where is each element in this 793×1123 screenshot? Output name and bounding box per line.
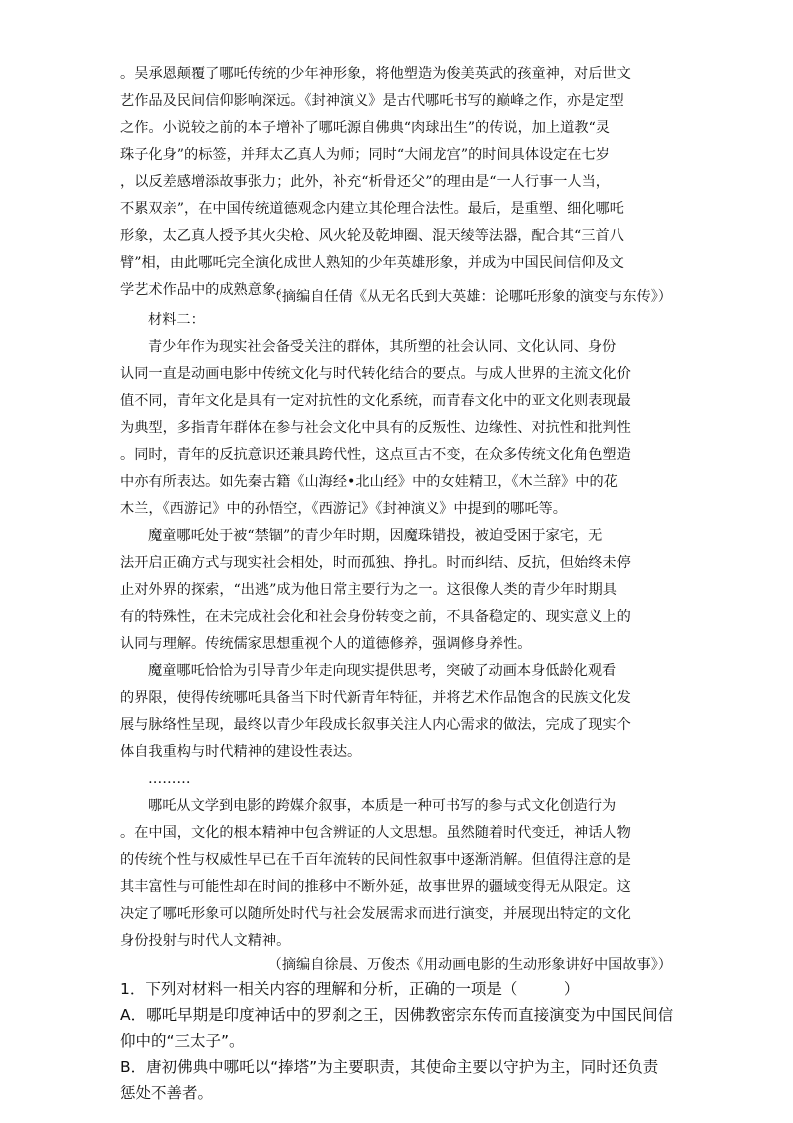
text-line: 的传统个性与权威性早已在千百年流转的民间性叙事中逐渐消解。但值得注意的是 — [120, 852, 631, 868]
text-line: 魔童哪吒处于被“禁锢”的青少年时期，因魔珠错投，被迫受困于家宅，无 — [148, 528, 603, 544]
text-line: 为典型，多指青年群体在参与社会文化中具有的反叛性、边缘性、对抗性和批判性 — [120, 420, 631, 436]
source-citation: （摘编自徐晨、万俊杰《用动画电影的生动形象讲好中国故事》） — [267, 957, 672, 973]
text-line: 展与脉络性呈现，最终以青少年段成长叙事关注人内心需求的做法，完成了现实个 — [120, 717, 631, 733]
option-line: B．唐初佛典中哪吒以“捧塔”为主要职责，其使命主要以守护为主，同时还负责 — [120, 1058, 659, 1076]
text-line: 值不同，青年文化是具有一定对抗性的文化系统，而青春文化中的亚文化则表现最 — [120, 393, 631, 409]
text-line: 不累双亲”，在中国传统道德观念内建立其伦理合法性。最后，是重塑、细化哪吒 — [120, 201, 624, 217]
text-line: ，以反差感增添故事张力；此外，补充“析骨还父”的理由是“一人行事一人当， — [120, 174, 610, 190]
source-citation: （摘编自任倩《从无名氏到大英雄：论哪吒形象的演变与东传》） — [267, 289, 672, 305]
text-line: 其丰富性与可能性却在时间的推移中不断外延，故事世界的疆域变得无从限定。这 — [120, 879, 631, 895]
ellipsis: ……… — [148, 771, 191, 787]
text-line: 珠子化身”的标签，并拜太乙真人为师；同时“大闹龙宫”的时间具体设定在七岁 — [120, 147, 610, 163]
option-line: 仰中的“三太子”。 — [120, 1032, 245, 1050]
text-line: 法开启正确方式与现实社会相处，时而孤独、挣扎。时而纠结、反抗，但始终未停 — [120, 555, 631, 571]
text-line: 学艺术作品中的成熟意象。 — [120, 282, 291, 298]
text-line: 哪吒从文学到电影的跨媒介叙事，本质是一种可书写的参与式文化创造行为 — [148, 798, 617, 814]
text-line: 认同与理解。传统儒家思想重视个人的道德修养，强调修身养性。 — [120, 636, 532, 652]
section-heading: 材料二： — [148, 312, 205, 328]
option-line: 惩处不善者。 — [120, 1084, 214, 1102]
text-line: 体自我重构与时代精神的建设性表达。 — [120, 744, 362, 760]
text-line: 。在中国，文化的根本精神中包含辨证的人文思想。虽然随着时代变迁，神话人物 — [120, 825, 631, 841]
text-line: 认同一直是动画电影中传统文化与时代转化结合的要点。与成人世界的主流文化价 — [120, 366, 631, 382]
text-line: 。吴承恩颠覆了哪吒传统的少年神形象，将他塑造为俊美英武的孩童神，对后世文 — [120, 66, 631, 82]
text-line: 有的特殊性，在未完成社会化和社会身份转变之前，不具备稳定的、现实意义上的 — [120, 609, 631, 625]
text-line: 木兰，《西游记》中的孙悟空，《西游记》《封神演义》中提到的哪吒等。 — [120, 501, 567, 517]
text-line: 止对外界的探索，“出逃”成为他日常主要行为之一。这很像人类的青少年时期具 — [120, 582, 617, 598]
text-line: 的界限，使得传统哪吒具备当下时代新青年特征，并将艺术作品饱含的民族文化发 — [120, 690, 631, 706]
text-line: 臂”相，由此哪吒完全演化成世人熟知的少年英雄形象，并成为中国民间信仰及文 — [120, 255, 624, 271]
text-line: 魔童哪吒恰恰为引导青少年走向现实提供思考，突破了动画本身低龄化观看 — [148, 663, 617, 679]
text-line: 艺作品及民间信仰影响深远。《封神演义》是古代哪吒书写的巅峰之作，亦是定型 — [120, 93, 624, 109]
text-line: 之作。小说较之前的本子增补了哪吒源自佛典“肉球出生”的传说，加上道教“灵 — [120, 120, 610, 136]
option-line: A．哪吒早期是印度神话中的罗刹之王，因佛教密宗东传而直接演变为中国民间信 — [120, 1006, 674, 1024]
question-stem: 1．下列对材料一相关内容的理解和分析，正确的一项是（ ） — [120, 980, 580, 998]
text-line: 中亦有所表达。如先秦古籍《山海经•北山经》中的女娃精卫，《木兰辞》中的花 — [120, 474, 618, 490]
text-line: 。同时，青年的反抗意识还兼具跨代性，这点亘古不变，在众多传统文化角色塑造 — [120, 447, 631, 463]
text-line: 形象，太乙真人授予其火尖枪、风火轮及乾坤圈、混天绫等法器，配合其“三首八 — [120, 228, 624, 244]
text-line: 青少年作为现实社会备受关注的群体，其所塑的社会认同、文化认同、身份 — [148, 339, 617, 355]
text-line: 决定了哪吒形象可以随所处时代与社会发展需求而进行演变，并展现出特定的文化 — [120, 906, 631, 922]
text-line: 身份投射与时代人文精神。 — [120, 933, 291, 949]
